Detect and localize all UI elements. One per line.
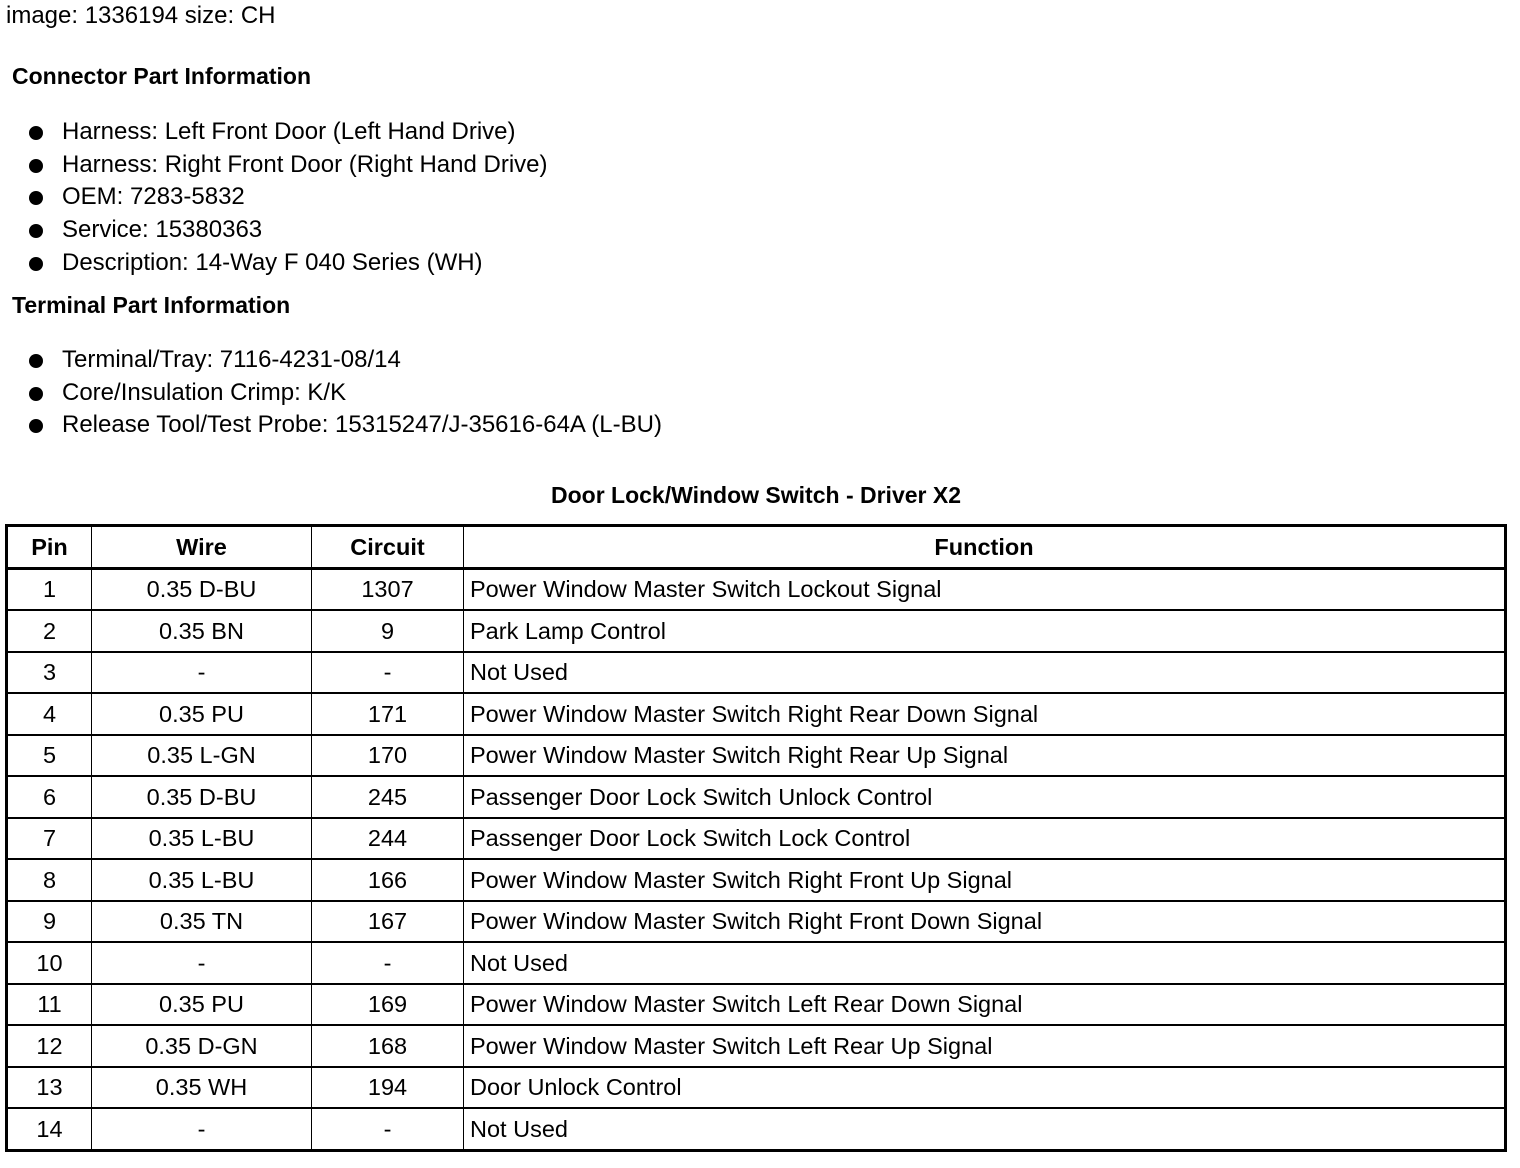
list-item-text: Service: 15380363 <box>62 216 263 244</box>
cell-circuit: 168 <box>312 1025 464 1067</box>
cell-function: Not Used <box>464 1108 1506 1150</box>
cell-wire: - <box>92 652 312 694</box>
table-body <box>7 568 1506 1150</box>
cell-wire: 0.35 TN <box>92 901 312 943</box>
connector-part-info-title: Connector Part Information <box>12 63 312 89</box>
column-header-pin: Pin <box>7 526 92 569</box>
table-row <box>7 1025 1506 1067</box>
column-header-wire: Wire <box>92 526 312 569</box>
cell-pin: 3 <box>7 652 92 694</box>
table-row <box>7 984 1506 1026</box>
table-row <box>7 1108 1506 1150</box>
cell-wire: 0.35 D-BU <box>92 568 312 610</box>
cell-wire: 0.35 D-BU <box>92 776 312 818</box>
image-header-line: image: 1336194 size: CH <box>6 2 276 29</box>
cell-pin: 9 <box>7 901 92 943</box>
cell-pin: 2 <box>7 610 92 652</box>
list-item <box>0 247 548 280</box>
list-item-text: Release Tool/Test Probe: 15315247/J-35616-64A (L-BU) <box>62 411 662 439</box>
cell-function: Passenger Door Lock Switch Unlock Control <box>464 776 1506 818</box>
cell-circuit: 169 <box>312 984 464 1026</box>
connector-info-list <box>0 116 548 279</box>
list-item-text: Description: 14-Way F 040 Series (WH) <box>62 248 483 276</box>
cell-circuit: 245 <box>312 776 464 818</box>
cell-pin: 1 <box>7 568 92 610</box>
cell-pin: 13 <box>7 1067 92 1109</box>
cell-pin: 6 <box>7 776 92 818</box>
cell-circuit: 167 <box>312 901 464 943</box>
cell-function: Power Window Master Switch Left Rear Up Signal <box>464 1025 1506 1067</box>
bullet-icon <box>29 387 43 401</box>
cell-circuit: - <box>312 652 464 694</box>
cell-function: Not Used <box>464 652 1506 694</box>
cell-circuit: 244 <box>312 818 464 860</box>
cell-wire: 0.35 L-GN <box>92 735 312 777</box>
terminal-part-info-title: Terminal Part Information <box>12 292 291 318</box>
cell-function: Power Window Master Switch Right Rear Up Signal <box>464 735 1506 777</box>
list-item-text: Harness: Left Front Door (Left Hand Drive) <box>62 118 516 145</box>
list-item-text: Terminal/Tray: 7116-4231-08/14 <box>62 346 401 373</box>
table-row <box>7 901 1506 943</box>
cell-function: Power Window Master Switch Right Front Down Signal <box>464 901 1506 943</box>
cell-circuit: - <box>312 1108 464 1150</box>
table-row <box>7 859 1506 901</box>
cell-function: Power Window Master Switch Lockout Signal <box>464 568 1506 610</box>
table-row <box>7 776 1506 818</box>
cell-function: Passenger Door Lock Switch Lock Control <box>464 818 1506 860</box>
list-item <box>0 377 662 410</box>
column-header-circuit: Circuit <box>312 526 464 569</box>
cell-wire: 0.35 PU <box>92 984 312 1026</box>
cell-pin: 8 <box>7 859 92 901</box>
bullet-icon <box>29 257 43 271</box>
cell-circuit: 194 <box>312 1067 464 1109</box>
list-item <box>0 344 662 377</box>
cell-circuit: 171 <box>312 693 464 735</box>
cell-circuit: - <box>312 942 464 984</box>
list-item <box>0 181 548 214</box>
bullet-icon <box>29 354 43 368</box>
pinout-table <box>5 524 1507 1152</box>
bullet-icon <box>29 159 43 173</box>
bullet-icon <box>29 419 43 433</box>
cell-function: Not Used <box>464 942 1506 984</box>
cell-circuit: 9 <box>312 610 464 652</box>
bullet-icon <box>29 126 43 140</box>
cell-pin: 4 <box>7 693 92 735</box>
cell-wire: 0.35 PU <box>92 693 312 735</box>
table-row <box>7 735 1506 777</box>
cell-circuit: 166 <box>312 859 464 901</box>
table-row <box>7 818 1506 860</box>
cell-pin: 10 <box>7 942 92 984</box>
cell-wire: 0.35 D-GN <box>92 1025 312 1067</box>
cell-pin: 11 <box>7 984 92 1026</box>
cell-function: Door Unlock Control <box>464 1067 1506 1109</box>
cell-function: Power Window Master Switch Left Rear Down Signal <box>464 984 1506 1026</box>
cell-pin: 5 <box>7 735 92 777</box>
column-header-function: Function <box>464 526 1506 569</box>
table-row <box>7 693 1506 735</box>
table-row <box>7 568 1506 610</box>
cell-function: Power Window Master Switch Right Rear Down Signal <box>464 693 1506 735</box>
cell-wire: 0.35 L-BU <box>92 859 312 901</box>
cell-wire: - <box>92 942 312 984</box>
table-header-row <box>7 526 1506 569</box>
list-item <box>0 214 548 247</box>
cell-wire: 0.35 L-BU <box>92 818 312 860</box>
cell-circuit: 1307 <box>312 568 464 610</box>
bullet-icon <box>29 224 43 238</box>
cell-pin: 12 <box>7 1025 92 1067</box>
cell-wire: 0.35 WH <box>92 1067 312 1109</box>
list-item <box>0 149 548 182</box>
table-title: Door Lock/Window Switch - Driver X2 <box>550 482 961 508</box>
table-row <box>7 610 1506 652</box>
table-row <box>7 942 1506 984</box>
list-item <box>0 116 548 149</box>
bullet-icon <box>29 191 43 205</box>
cell-wire: 0.35 BN <box>92 610 312 652</box>
cell-pin: 14 <box>7 1108 92 1150</box>
cell-circuit: 170 <box>312 735 464 777</box>
table-row <box>7 652 1506 694</box>
table-row <box>7 1067 1506 1109</box>
list-item-text: Core/Insulation Crimp: K/K <box>62 378 347 406</box>
cell-wire: - <box>92 1108 312 1150</box>
terminal-info-list <box>0 344 662 442</box>
cell-function: Park Lamp Control <box>464 610 1506 652</box>
list-item-text: OEM: 7283-5832 <box>62 183 245 211</box>
cell-pin: 7 <box>7 818 92 860</box>
list-item <box>0 409 662 442</box>
cell-function: Power Window Master Switch Right Front Up Signal <box>464 859 1506 901</box>
list-item-text: Harness: Right Front Door (Right Hand Drive) <box>62 150 548 178</box>
